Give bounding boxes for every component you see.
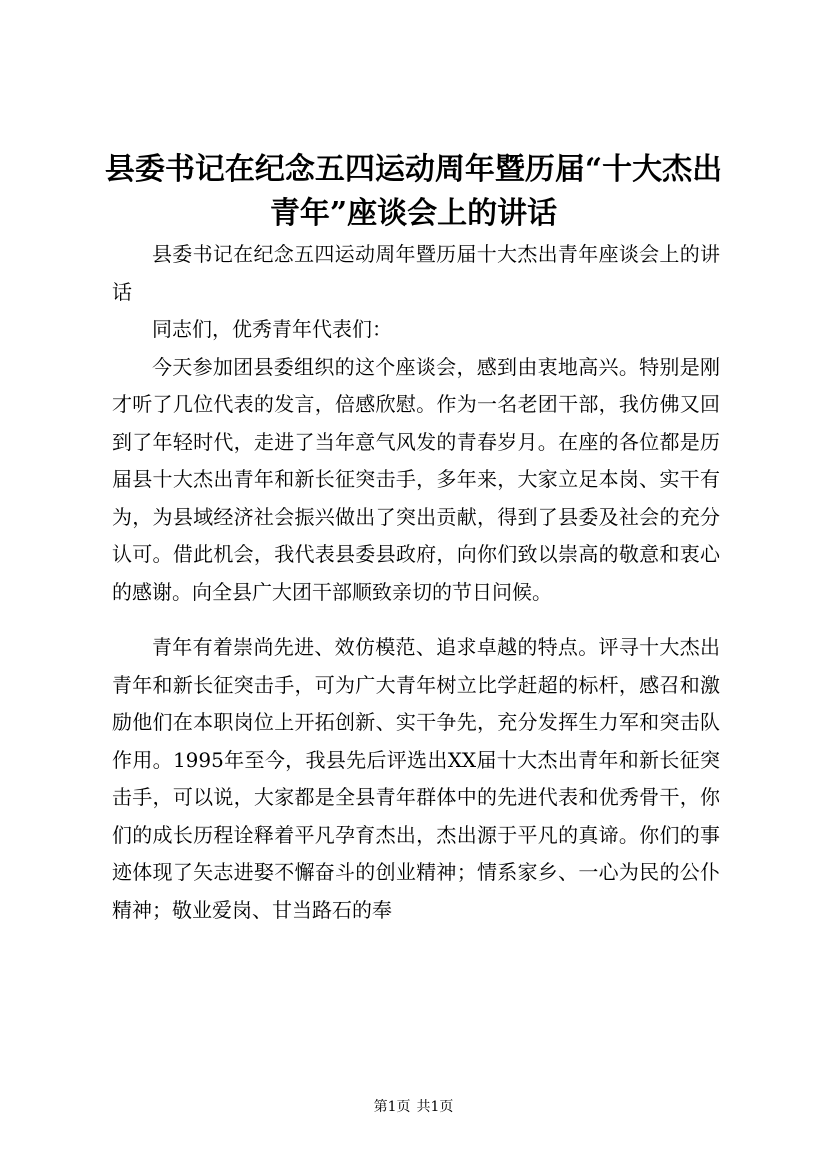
paragraph-heading-repeat: 县委书记在纪念五四运动周年暨历届十大杰出青年座谈会上的讲话	[112, 242, 720, 304]
document-body	[112, 236, 720, 929]
page-footer	[0, 1097, 827, 1117]
paragraph-youth-models: 青年有着崇尚先进、效仿模范、追求卓越的特点。评寻十大杰出青年和新长征突击手，可为广大青年树立比学赶超的标杆，感召和激励他们在本职岗位上开拓创新、实干争先，充分发挥生力军和突击队作用。1995年至今，我县先后评选出XX届十大杰出青年和新长征突击手，可以说，大家都是全县青年群体中的先进代表和优秀骨干，你们的成长历程诠释着平凡孕育杰出，杰出源于平凡的真谛。你们的事迹体现了矢志进娶不懈奋斗的创业精神；情系家乡、一心为民的公仆精神；敬业爱岗、甘当路石的奉	[112, 635, 720, 922]
paragraph-opening: 今天参加团县委组织的这个座谈会，感到由衷地高兴。特别是刚才听了几位代表的发言，倍感欣慰。作为一名老团干部，我仿佛又回到了年轻时代，走进了当年意气风发的青春岁月。在座的各位都是历届县十大杰出青年和新长征突击手，多年来，大家立足本岗、实干有为，为县域经济社会振兴做出了突出贡献，得到了县委及社会的充分认可。借此机会，我代表县委县政府，向你们致以崇高的敬意和衷心的感谢。向全县广大团干部顺致亲切的节日问候。	[112, 354, 720, 604]
paragraph-salutation: 同志们，优秀青年代表们：	[152, 317, 392, 341]
page-number-current: 第1页	[373, 1099, 411, 1115]
page-number-total: 共1页	[416, 1099, 454, 1115]
document-title: 县委书记在纪念五四运动周年暨历届“十大杰出青年”座谈会上的讲话	[104, 152, 723, 231]
